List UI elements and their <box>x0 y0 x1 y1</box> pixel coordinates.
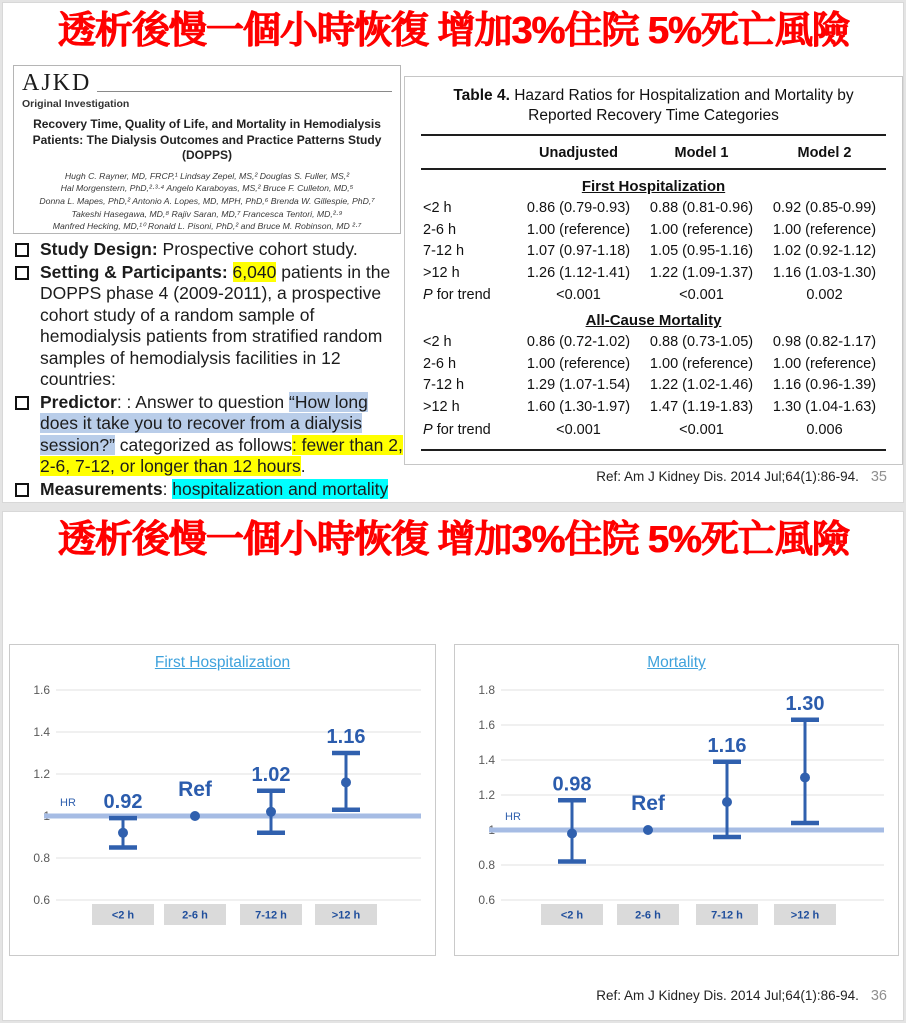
reference-row <box>596 988 887 1004</box>
category-label: 2-6 h <box>635 909 661 922</box>
hazard-ratio-cell: 0.88 (0.73-1.05) <box>649 334 754 351</box>
table-row <box>421 375 886 397</box>
table-rule <box>421 168 886 170</box>
page-number: 36 <box>870 988 887 1004</box>
y-axis-tick-label: 0.8 <box>478 858 495 872</box>
author-line: Donna L. Mapes, PhD,² Antonio A. Lopes, MD, MPH, PhD,⁶ Brenda W. Gillespie, PhD,⁷ <box>39 196 375 206</box>
bullet-text <box>228 262 233 282</box>
data-point-label: Ref <box>631 792 665 815</box>
hazard-ratio-cell: 0.86 (0.72-1.02) <box>526 334 631 351</box>
masthead-rule <box>97 91 392 92</box>
hazard-ratio-cell: 1.16 (0.96-1.39) <box>772 377 877 394</box>
hazard-ratio-cell: 1.02 (0.92-1.12) <box>772 243 877 260</box>
slide-title: 透析後慢一個小時恢復 增加3%住院 5%死亡風險 <box>57 519 849 561</box>
bullet-item <box>13 262 407 391</box>
bullet-text: categorized as follows <box>114 434 292 455</box>
journal-masthead <box>22 71 392 95</box>
hazard-ratio-cell: 1.60 (1.30-1.97) <box>526 399 631 416</box>
category-label: 7-12 h <box>255 909 287 922</box>
table-row <box>421 397 886 419</box>
hazard-ratio-cell: 1.00 (reference) <box>526 221 631 238</box>
chart-title-mortality: Mortality <box>647 654 706 671</box>
table-col-model2: Model 2 <box>797 144 852 161</box>
baseline-hr-1-line <box>489 828 884 833</box>
p-value-cell: 0.006 <box>806 421 843 438</box>
category-label: >12 h <box>790 909 820 922</box>
p-for-trend-row <box>421 284 886 307</box>
author-line: Takeshi Hasegawa, MD,⁸ Rajiv Saran, MD,⁷ Francesca Tentori, MD,²·⁹ <box>71 208 343 219</box>
hazard-ratio-marker <box>266 807 276 817</box>
bullet-text: Setting & Participants: <box>40 261 228 282</box>
y-axis-tick-label: 1.8 <box>478 683 495 697</box>
data-point-label: 1.16 <box>326 726 366 748</box>
bullet-square-icon <box>15 483 29 497</box>
table-section-header: All-Cause Mortality <box>585 312 722 330</box>
hazard-ratio-marker <box>800 773 810 783</box>
table-rule-bottom <box>421 449 886 451</box>
table-section-header: First Hospitalization <box>581 177 726 195</box>
hazard-ratio-cell: 1.29 (1.07-1.54) <box>526 377 631 394</box>
table-row <box>421 241 886 263</box>
reference-row <box>596 469 887 485</box>
reference-text: Ref: Am J Kidney Dis. 2014 Jul;64(1):86-94. <box>596 988 859 1003</box>
journal-article-clipping <box>13 65 401 234</box>
bullet-text: patients in the DOPPS phase 4 (2009-2011), a prospective cohort study of a random sample of hemodialysis patients from stratified random samples of hemodialysis facilities in 12 countries: <box>40 261 391 389</box>
baseline-hr-1-line <box>44 814 421 819</box>
table-rule <box>421 134 886 136</box>
hazard-ratio-cell: 0.88 (0.81-0.96) <box>649 199 754 216</box>
hazard-ratio-cell: 0.98 (0.82-1.17) <box>772 334 877 351</box>
row-label: <2 h <box>423 199 452 216</box>
y-axis-tick-label: 1.2 <box>33 767 50 781</box>
category-label: <2 h <box>560 909 584 922</box>
data-point-label: Ref <box>178 778 212 801</box>
hazard-ratio-marker <box>643 825 653 835</box>
hazard-ratio-cell: 1.00 (reference) <box>649 221 754 238</box>
hazard-ratio-cell: 1.47 (1.19-1.83) <box>649 399 754 416</box>
hazard-ratio-cell: 1.22 (1.02-1.46) <box>649 377 754 394</box>
hazard-ratio-cell: 1.00 (reference) <box>649 355 754 372</box>
hazard-ratio-marker <box>567 829 577 839</box>
data-point-label: 0.98 <box>552 773 592 796</box>
table-title-text: Hazard Ratios for Hospitalization and Mortality by Reported Recovery Time Categories <box>509 87 854 125</box>
author-line: Hugh C. Rayner, MD, FRCP,¹ Lindsay Zepel, MS,² Douglas S. Fuller, MS,² <box>64 170 350 181</box>
row-label: 2-6 h <box>423 355 457 372</box>
bullet-item <box>13 479 407 501</box>
hazard-ratio-cell: 1.00 (reference) <box>526 355 631 372</box>
p-value-cell: <0.001 <box>556 421 601 438</box>
slide-title: 透析後慢一個小時恢復 增加3%住院 5%死亡風險 <box>57 10 849 52</box>
y-axis-tick-label: 1.6 <box>478 718 495 732</box>
table4-panel <box>404 76 903 465</box>
row-label: >12 h <box>423 399 460 416</box>
table-header-row <box>421 145 886 161</box>
article-authors <box>18 170 396 233</box>
hazard-ratio-cell: 1.16 (1.03-1.30) <box>772 264 877 281</box>
row-label: 7-12 h <box>423 377 465 394</box>
bullet-item <box>13 239 407 261</box>
hr-axis-label: HR <box>60 797 76 809</box>
table-title <box>405 86 902 127</box>
hazard-ratio-marker <box>722 797 732 807</box>
hazard-ratio-cell: 1.00 (reference) <box>772 221 877 238</box>
bullet-text: . <box>300 456 306 476</box>
hazard-ratio-marker <box>118 828 128 838</box>
highlighted-text: : fewer than 2, 2-6, 7-12, or longer than 12 hours <box>40 434 403 476</box>
bullet-square-icon <box>15 396 29 410</box>
row-label: >12 h <box>423 264 460 281</box>
author-line: Hal Morgenstern, PhD,²·³·⁴ Angelo Karaboyas, MS,² Bruce F. Culleton, MD,⁵ <box>60 183 354 194</box>
table-row <box>421 263 886 285</box>
hazard-ratio-marker <box>190 811 200 821</box>
hr-axis-label: HR <box>505 811 521 823</box>
highlighted-text: hospitalization and mortality <box>172 478 389 499</box>
row-label: P for trend <box>423 287 491 304</box>
study-summary-bullets <box>13 239 407 501</box>
highlighted-text: “How long does it take you to recover from a dialysis session?” <box>40 391 368 455</box>
page-number: 35 <box>870 469 887 485</box>
chart-first-hospitalization <box>9 644 436 956</box>
table-row <box>421 220 886 242</box>
category-label: 2-6 h <box>182 909 208 922</box>
p-value-cell: 0.002 <box>806 287 843 304</box>
row-label: 7-12 h <box>423 243 465 260</box>
hazard-ratio-cell: 0.86 (0.79-0.93) <box>526 199 631 216</box>
bullet-text: Study Design: <box>40 239 158 259</box>
bullet-text: Measurements <box>40 478 163 499</box>
y-axis-tick-label: 0.8 <box>33 851 50 865</box>
p-for-trend-row <box>421 419 886 442</box>
bullet-text: Prospective cohort study. <box>157 239 358 259</box>
hazard-ratio-cell: 1.00 (reference) <box>772 355 877 372</box>
table-row <box>421 332 886 354</box>
bullet-item <box>13 392 407 478</box>
table-col-unadjusted: Unadjusted <box>539 144 618 161</box>
hazard-ratio-cell: 1.05 (0.95-1.16) <box>649 243 754 260</box>
hazard-ratio-cell: 0.92 (0.85-0.99) <box>772 199 877 216</box>
ajkd-logo: AJKD <box>22 70 92 96</box>
slide-36 <box>2 511 904 1021</box>
highlighted-text: 6,040 <box>232 261 277 282</box>
bullet-text: : : Answer to question <box>116 391 290 412</box>
y-axis-tick-label: 1.4 <box>478 753 495 767</box>
p-value-cell: <0.001 <box>556 287 601 304</box>
bullet-square-icon <box>15 243 29 257</box>
article-section-label: Original Investigation <box>22 98 130 110</box>
table-row <box>421 354 886 376</box>
y-axis-tick-label: 1.6 <box>33 683 50 697</box>
category-label: <2 h <box>111 909 135 922</box>
table-row <box>421 198 886 220</box>
article-title: Recovery Time, Quality of Life, and Mortality in Hemodialysis Patients: The Dialysis Outcomes and Practice Patterns Study (DOPPS) <box>32 117 382 163</box>
forest-plot-first-hospitalization <box>10 678 435 954</box>
hazard-ratio-cell: 1.07 (0.97-1.18) <box>526 243 631 260</box>
table-col-model1: Model 1 <box>674 144 729 161</box>
data-point-label: 1.30 <box>785 692 825 715</box>
chart-mortality <box>454 644 899 956</box>
hazard-ratio-marker <box>341 777 351 787</box>
data-point-label: 0.92 <box>103 791 143 814</box>
row-label: <2 h <box>423 334 452 351</box>
p-value-cell: <0.001 <box>679 287 724 304</box>
category-label: 7-12 h <box>711 909 743 922</box>
table-body <box>421 176 886 442</box>
p-value-cell: <0.001 <box>679 421 724 438</box>
author-line: Manfred Hecking, MD,¹⁰ Ronald L. Pisoni, PhD,² and Bruce M. Robinson, MD ²·⁷ <box>52 221 362 232</box>
hazard-ratio-cell: 1.30 (1.04-1.63) <box>772 399 877 416</box>
y-axis-tick-label: 0.6 <box>33 893 50 907</box>
reference-text: Ref: Am J Kidney Dis. 2014 Jul;64(1):86-94. <box>596 469 859 484</box>
category-label: >12 h <box>331 909 361 922</box>
data-point-label: 1.02 <box>251 763 291 786</box>
slide-35 <box>2 2 904 503</box>
chart-title-first-hospitalization: First Hospitalization <box>154 654 291 671</box>
data-point-label: 1.16 <box>707 734 747 757</box>
table-number: Table 4. <box>453 87 510 104</box>
bullet-text: Predictor <box>40 391 117 412</box>
row-label: P for trend <box>423 421 491 438</box>
bullet-square-icon <box>15 266 29 280</box>
forest-plot-mortality <box>455 678 898 954</box>
hazard-ratio-cell: 1.26 (1.12-1.41) <box>526 264 631 281</box>
y-axis-tick-label: 1.2 <box>478 788 495 802</box>
bullet-text: : <box>162 478 173 499</box>
y-axis-tick-label: 1.4 <box>33 725 50 739</box>
hazard-ratio-cell: 1.22 (1.09-1.37) <box>649 264 754 281</box>
y-axis-tick-label: 0.6 <box>478 893 495 907</box>
row-label: 2-6 h <box>423 221 457 238</box>
